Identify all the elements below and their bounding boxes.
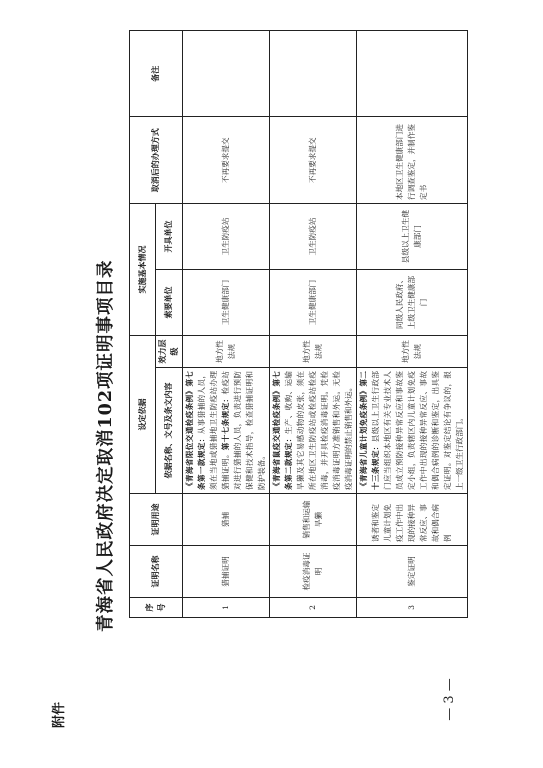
basis-subtitle: 第十七条规定： xyxy=(221,394,230,451)
row-use: 诱者和鉴定儿童计划免疫工作中出现的接种异常反应、事故和偶合病例 xyxy=(357,494,468,546)
header-basis-group: 设定依据 xyxy=(130,336,156,494)
row-issue-unit: 卫生防疫站 xyxy=(270,204,357,270)
document-title: 青海省人民政府决定取消102项证明事项目录 xyxy=(96,259,116,632)
row-basis xyxy=(357,368,468,494)
table-row xyxy=(357,31,468,618)
basis-title: 《青海省儿童计划免疫条例》第二十三条规定： xyxy=(359,371,380,490)
row-after-cancel: 不再要求提交 xyxy=(270,117,357,204)
row-remark xyxy=(270,31,357,118)
row-remark xyxy=(357,31,468,118)
row-seq: 2 xyxy=(270,598,357,618)
row-req-unit: 同级人民政府、上级卫生健康部门 xyxy=(357,270,468,336)
header-req-unit: 索要单位 xyxy=(156,270,183,336)
header-impl-group: 实施基本情况 xyxy=(130,204,156,336)
page-number: — 3 — xyxy=(442,678,458,721)
attachment-label: 附件 xyxy=(52,701,67,728)
table-row xyxy=(183,31,270,618)
row-use: 销售和运输旱獭 xyxy=(270,494,357,546)
header-remark: 备注 xyxy=(130,31,183,118)
row-issue-unit: 县级以上卫生健康部门 xyxy=(357,204,468,270)
basis-text-2: 检疫站对进行猎捕的人员，负责进行预防保健和技术指导，检查猎捕证明和防护装备。 xyxy=(221,370,266,490)
basis-text: 生产、收购、运输旱獭及其它易感动物的皮张，须在所在地区卫生防疫站或检疫站检疫消毒，并开具检疫消毒证明。 xyxy=(284,371,329,490)
basis-title: 《青海省限位交通检疫条例》第七条第一款规定： xyxy=(185,371,206,490)
row-use: 猎捕 xyxy=(183,494,270,546)
header-use: 证明用途 xyxy=(130,494,183,546)
header-seq: 序号 xyxy=(130,598,183,618)
header-name: 证明名称 xyxy=(130,546,183,598)
row-remark xyxy=(183,31,270,118)
row-seq: 3 xyxy=(357,598,468,618)
header-row-1 xyxy=(130,31,156,618)
basis-text-2: 凭检疫消毒证明方准销售和外运。无检疫消毒证明的禁止销售和外运。 xyxy=(320,370,353,490)
row-basis xyxy=(270,368,357,494)
header-after-cancel: 取消后的办理方式 xyxy=(130,117,183,204)
row-req-unit: 卫生健康部门 xyxy=(183,270,270,336)
row-level: 地方性法规 xyxy=(357,336,468,368)
row-name: 鉴定证明 xyxy=(357,546,468,598)
row-issue-unit: 卫生防疫站 xyxy=(183,204,270,270)
rotated-table-container xyxy=(129,30,464,618)
row-level: 地方性法规 xyxy=(183,336,270,368)
row-req-unit: 卫生健康部门 xyxy=(270,270,357,336)
row-basis xyxy=(183,368,270,494)
basis-text-2: 对鉴定结论有争议的，报上一级卫生行政部门。 xyxy=(443,370,464,490)
row-seq: 1 xyxy=(183,598,270,618)
header-issue-unit: 开具单位 xyxy=(156,204,183,270)
table-row xyxy=(270,31,357,618)
row-name: 检疫消毒证明 xyxy=(270,546,357,598)
row-name: 猎捕证明 xyxy=(183,546,270,598)
basis-text: 从事猎捕的人员，须在当地或猎捕地卫生防疫站办理猎捕证明。 xyxy=(197,371,230,490)
basis-text: 县级以上卫生行政部门应当组织本地区有关专业技术人员成立预防接种异常反应和事故鉴定小组，负责辖区内儿童计划免疫工作中出现的接种异常反应、事故和偶合病例的诊断和鉴定，出具鉴定证明。 xyxy=(371,370,452,490)
certificate-list-table xyxy=(129,30,468,618)
row-after-cancel: 不再要求提交 xyxy=(183,117,270,204)
row-after-cancel: 本地区卫生健康部门进行调查鉴定，并制作鉴定书 xyxy=(357,117,468,204)
row-level: 地方性法规 xyxy=(270,336,357,368)
basis-title: 《青海省鼠疫交通检疫条例》第七条第二款规定： xyxy=(272,371,293,490)
header-basis-level: 效力层级 xyxy=(156,336,183,368)
header-basis-content: 依据名称、文号及条文内容 xyxy=(156,368,183,494)
